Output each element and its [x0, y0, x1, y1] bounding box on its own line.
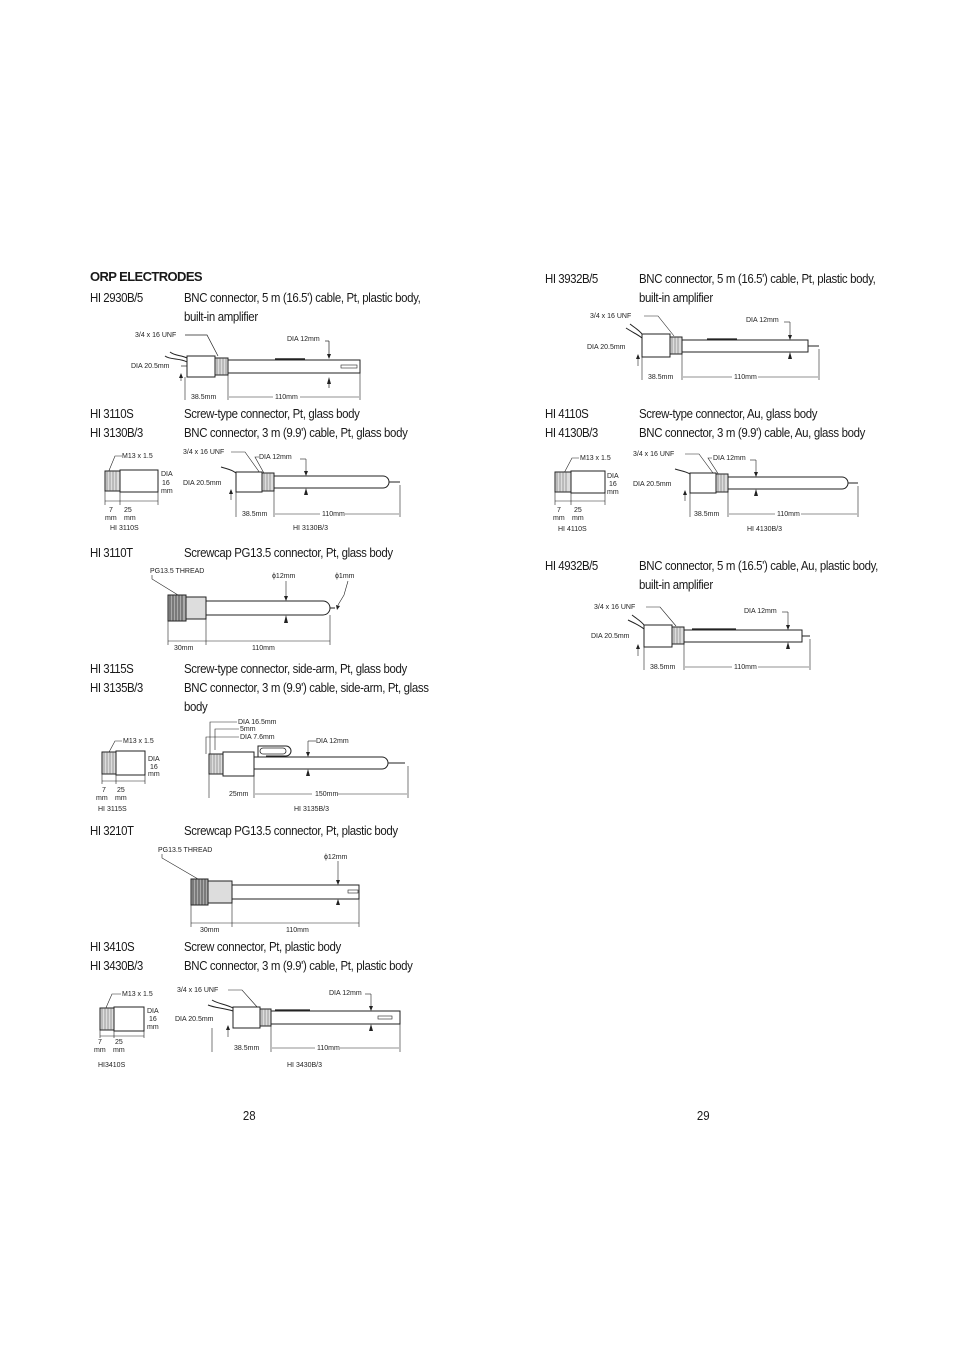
label-m13: M13 x 1.5: [580, 455, 611, 462]
label-pg-thread: PG13.5 THREAD: [158, 847, 213, 854]
product-description: Screw-type connector, Au, glass body BNC connector, 3 m (9.9') cable, Au, glass body: [639, 406, 866, 440]
label-16: 16: [150, 764, 158, 771]
product-code: HI 3115S HI 3135B/3: [90, 661, 143, 695]
label-16: 16: [162, 480, 170, 487]
label-dia-12: DIA 12mm: [713, 455, 746, 462]
product-entry-hi4110s-hi4130b3: [545, 404, 885, 444]
product-code: HI 3932B/5: [545, 271, 598, 286]
label-dia-12: DIA 12mm: [316, 738, 349, 745]
label-5mm: 5mm: [240, 726, 256, 733]
label-mm: mm: [124, 515, 136, 522]
label-dia-12: DIA 12mm: [744, 608, 777, 615]
diagram-hi3110t: [148, 565, 378, 655]
label-150: 150mm: [315, 791, 339, 798]
label-16: 16: [149, 1016, 157, 1023]
label-dia-20-5: DIA 20.5mm: [175, 1016, 214, 1023]
label-mm: mm: [113, 1047, 125, 1054]
label-dia-20-5: DIA 20.5mm: [633, 481, 672, 488]
caption-hi3135b3: HI 3135B/3: [294, 806, 330, 813]
product-description: BNC connector, 5 m (16.5') cable, Pt, plastic body, built-in amplifier: [184, 290, 421, 324]
label-mm: mm: [147, 1024, 159, 1031]
product-code: HI 4110S HI 4130B/3: [545, 406, 598, 440]
label-30: 30mm: [174, 645, 194, 652]
product-description: BNC connector, 5 m (16.5') cable, Pt, plastic body, built-in amplifier: [639, 271, 876, 305]
label-dia-20-5: DIA 20.5mm: [591, 633, 630, 640]
label-25: 25: [124, 507, 132, 514]
label-unf: 3/4 x 16 UNF: [594, 604, 636, 611]
label-110: 110mm: [734, 664, 757, 671]
product-description: Screw-type connector, side-arm, Pt, glass body BNC connector, 3 m (9.9') cable, side-arm, Pt, glass body: [184, 661, 429, 714]
label-dia: DIA: [147, 1008, 159, 1015]
label-110: 110mm: [252, 645, 275, 652]
label-110: 110mm: [322, 511, 345, 518]
label-110: 110mm: [317, 1045, 340, 1052]
product-code: HI 3410S HI 3430B/3: [90, 939, 143, 973]
page-number-left: 28: [242, 1108, 256, 1123]
label-mm: mm: [553, 515, 565, 522]
product-code: HI 3110T: [90, 545, 133, 560]
label-unf: 3/4 x 16 UNF: [590, 313, 632, 320]
label-dia-20-5: DIA 20.5mm: [131, 363, 170, 370]
diagram-hi3932b5: [582, 308, 827, 383]
label-110: 110mm: [777, 511, 800, 518]
label-dia: DIA: [148, 756, 160, 763]
product-code: HI 3110S HI 3130B/3: [90, 406, 143, 440]
label-mm: mm: [572, 515, 584, 522]
label-38-5: 38.5mm: [242, 511, 268, 518]
label-7: 7: [557, 507, 561, 514]
label-25: 25: [574, 507, 582, 514]
label-dia-7-6: DIA 7.6mm: [240, 734, 275, 741]
product-entry-hi3115s-hi3135b3: [90, 659, 430, 717]
label-30: 30mm: [200, 927, 220, 934]
label-dia: DIA: [607, 473, 619, 480]
caption-hi3115s: HI 3115S: [98, 806, 127, 813]
diagram-hi3110s-hi3130b3: [95, 445, 410, 535]
diagram-hi2930b5: [125, 328, 365, 403]
caption-hi3430b3: HI 3430B/3: [287, 1062, 323, 1069]
caption-hi4130b3: HI 4130B/3: [747, 526, 783, 533]
label-unf: 3/4 x 16 UNF: [633, 451, 675, 458]
label-25: 25: [115, 1039, 123, 1046]
diagram-hi3410s-hi3430b3: [90, 980, 410, 1072]
label-pg-thread: PG13.5 THREAD: [150, 568, 205, 575]
label-mm: mm: [105, 515, 117, 522]
label-7: 7: [102, 787, 106, 794]
label-25: 25: [117, 787, 125, 794]
product-entry-hi3210t: [90, 821, 430, 841]
label-dia-12: DIA 12mm: [746, 317, 779, 324]
product-description: BNC connector, 5 m (16.5') cable, Au, plastic body, built-in amplifier: [639, 558, 879, 592]
product-description: Screwcap PG13.5 connector, Pt, plastic body: [184, 823, 398, 838]
label-7: 7: [98, 1039, 102, 1046]
label-38-5: 38.5mm: [694, 511, 720, 518]
caption-hi3410s: HI3410S: [98, 1062, 126, 1069]
caption-hi3130b3: HI 3130B/3: [293, 525, 329, 532]
label-unf: 3/4 x 16 UNF: [183, 449, 225, 456]
label-38-5: 38.5mm: [234, 1045, 260, 1052]
product-entry-hi3110t: [90, 543, 430, 563]
label-dia: DIA: [161, 471, 173, 478]
product-entry-hi3110s-hi3130b3: [90, 404, 430, 444]
product-code: HI 2930B/5: [90, 290, 143, 305]
label-25mm: 25mm: [229, 791, 249, 798]
product-entry-hi4932b5: [545, 556, 885, 596]
product-entry-hi3932b5: [545, 269, 885, 309]
product-description: Screwcap PG13.5 connector, Pt, glass body: [184, 545, 393, 560]
page-number-right: 29: [696, 1108, 710, 1123]
product-entry-hi2930b5: [90, 288, 430, 328]
label-dia-12: DIA 12mm: [329, 990, 362, 997]
section-heading: ORP ELECTRODES: [90, 269, 202, 284]
label-mm: mm: [161, 488, 173, 495]
diagram-hi3210t: [158, 843, 378, 935]
label-phi12: ϕ12mm: [272, 573, 296, 580]
label-dia-12: DIA 12mm: [287, 336, 320, 343]
label-m13: M13 x 1.5: [122, 453, 153, 460]
caption-hi4110s: HI 4110S: [558, 526, 587, 533]
label-38-5: 38.5mm: [191, 394, 217, 401]
label-dia-12: DIA 12mm: [259, 454, 292, 461]
label-unf: 3/4 x 16 UNF: [177, 987, 219, 994]
label-unf: 3/4 x 16 UNF: [135, 332, 177, 339]
diagram-hi4110s-hi4130b3: [545, 445, 865, 537]
label-110: 110mm: [286, 927, 309, 934]
label-mm: mm: [607, 489, 619, 496]
product-description: Screw connector, Pt, plastic body BNC connector, 3 m (9.9') cable, Pt, plastic body: [184, 939, 413, 973]
label-phi1: ϕ1mm: [335, 573, 355, 580]
product-code: HI 3210T: [90, 823, 134, 838]
label-7: 7: [109, 507, 113, 514]
label-dia-16-5: DIA 16.5mm: [238, 719, 277, 726]
diagram-hi4932b5: [588, 598, 828, 673]
product-code: HI 4932B/5: [545, 558, 598, 573]
label-m13: M13 x 1.5: [122, 991, 153, 998]
label-dia-20-5: DIA 20.5mm: [587, 344, 626, 351]
caption-hi3110s: HI 3110S: [110, 525, 139, 532]
label-mm: mm: [96, 795, 108, 802]
label-dia-20-5: DIA 20.5mm: [183, 480, 222, 487]
label-38-5: 38.5mm: [648, 374, 674, 381]
label-110: 110mm: [275, 394, 298, 401]
label-110: 110mm: [734, 374, 757, 381]
label-phi12: ϕ12mm: [324, 854, 348, 861]
label-m13: M13 x 1.5: [123, 738, 154, 745]
label-mm: mm: [94, 1047, 106, 1054]
label-mm: mm: [148, 771, 160, 778]
label-38-5: 38.5mm: [650, 664, 676, 671]
diagram-hi3115s-hi3135b3: [90, 716, 415, 816]
label-mm: mm: [115, 795, 127, 802]
product-entry-hi3410s-hi3430b3: [90, 937, 430, 977]
label-16: 16: [609, 481, 617, 488]
product-description: Screw-type connector, Pt, glass body BNC connector, 3 m (9.9') cable, Pt, glass body: [184, 406, 408, 440]
